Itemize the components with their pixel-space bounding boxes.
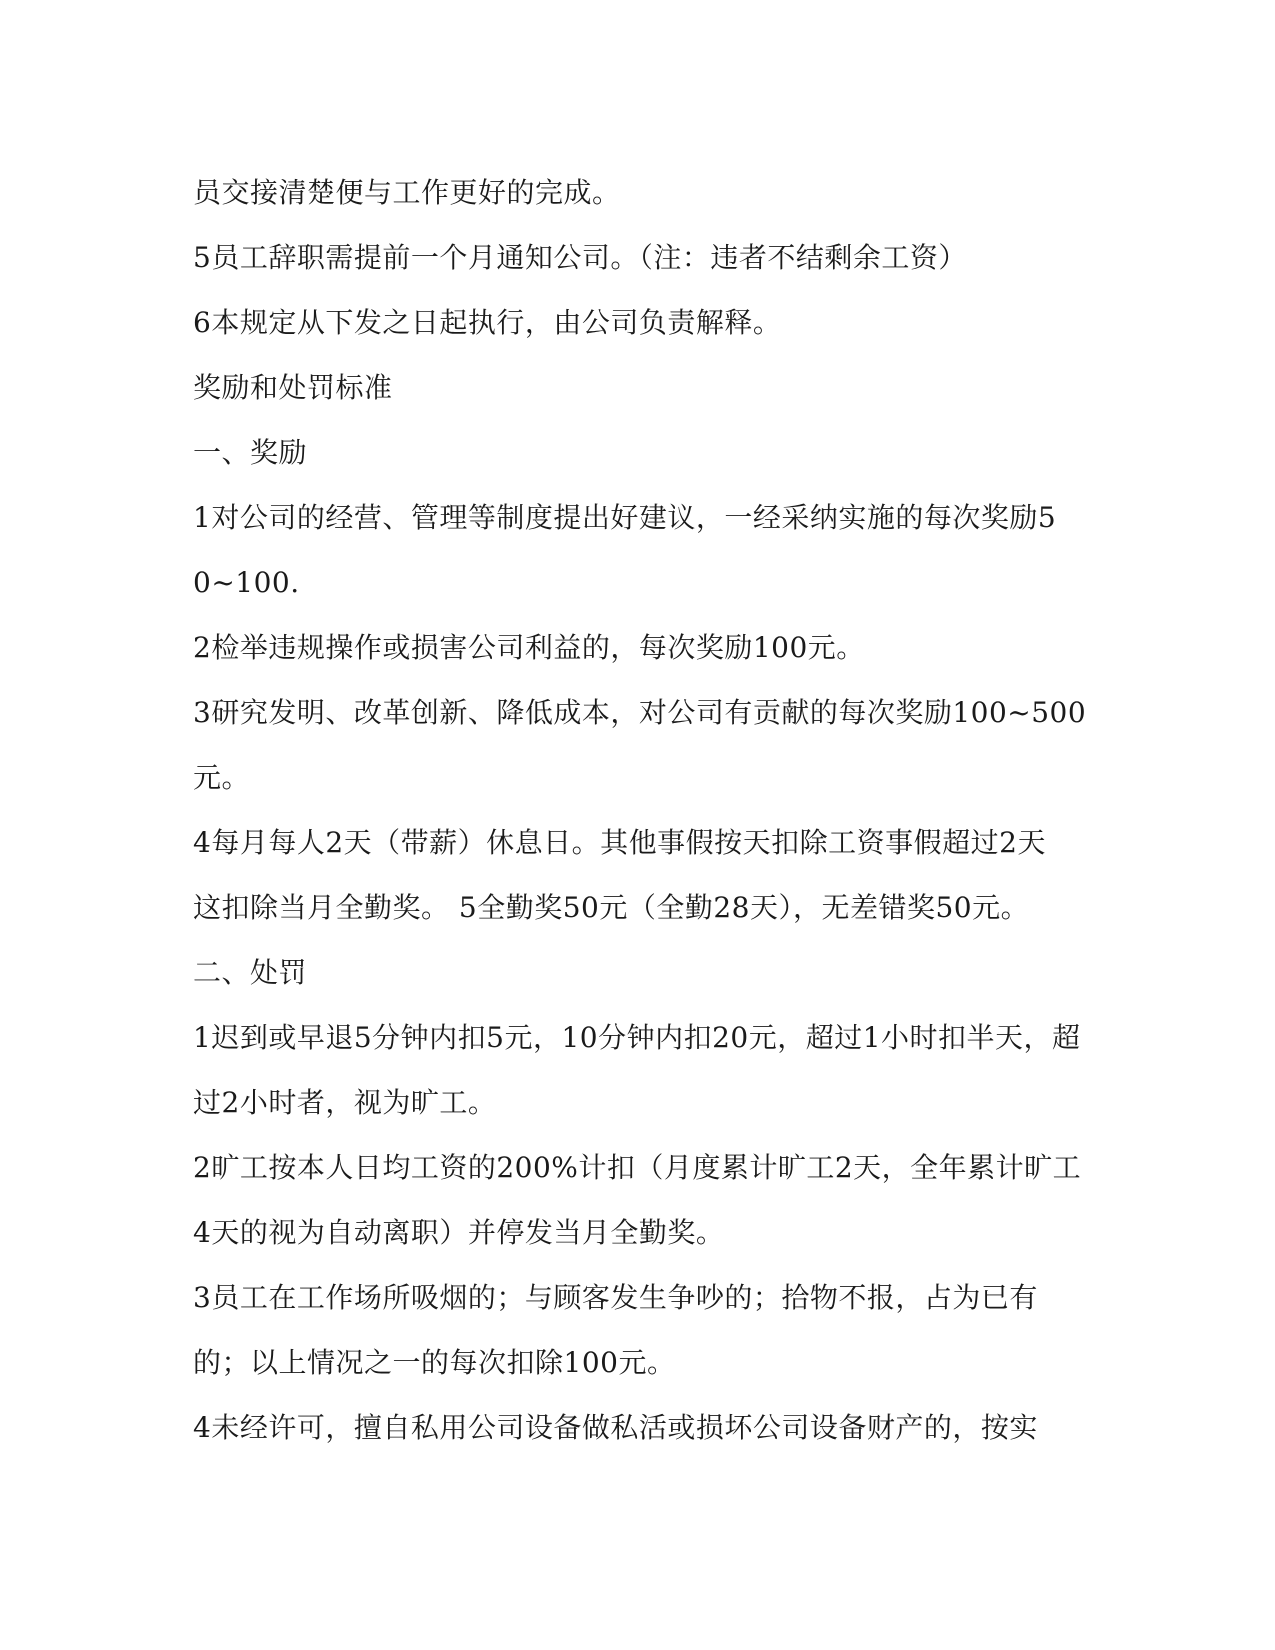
body-line: 3研究发明、改革创新、降低成本，对公司有贡献的每次奖励100~500 [193,696,1087,729]
body-line: 6本规定从下发之日起执行，由公司负责解释。 [193,306,782,339]
subsection-heading-penalties: 二、处罚 [193,956,308,989]
body-line: 1对公司的经营、管理等制度提出好建议，一经采纳实施的每次奖励5 [193,501,1057,534]
body-line: 1迟到或早退5分钟内扣5元，10分钟内扣20元，超过1小时扣半天，超 [193,1021,1081,1054]
body-line: 0~100. [193,566,300,599]
body-line: 的；以上情况之一的每次扣除100元。 [193,1346,676,1379]
subsection-heading-rewards: 一、奖励 [193,436,308,469]
body-line: 4未经许可，擅自私用公司设备做私活或损坏公司设备财产的，按实 [193,1411,1038,1444]
section-heading: 奖励和处罚标准 [193,371,393,404]
body-line: 这扣除当月全勤奖。 5全勤奖50元（全勤28天），无差错奖50元。 [193,891,1030,924]
body-line: 5员工辞职需提前一个月通知公司。（注：违者不结剩余工资） [193,241,967,274]
body-line: 员交接清楚便与工作更好的完成。 [193,176,621,209]
body-line: 2旷工按本人日均工资的200%计扣（月度累计旷工2天，全年累计旷工 [193,1151,1082,1184]
body-line: 过2小时者，视为旷工。 [193,1086,497,1119]
body-line: 4每月每人2天（带薪）休息日。其他事假按天扣除工资事假超过2天 [193,826,1046,859]
body-line: 2检举违规操作或损害公司利益的，每次奖励100元。 [193,631,865,664]
document-body [193,160,1087,1460]
body-line: 4天的视为自动离职）并停发当月全勤奖。 [193,1216,725,1249]
body-line: 3员工在工作场所吸烟的；与顾客发生争吵的；拾物不报，占为已有 [193,1281,1038,1314]
body-line: 元。 [193,761,251,794]
